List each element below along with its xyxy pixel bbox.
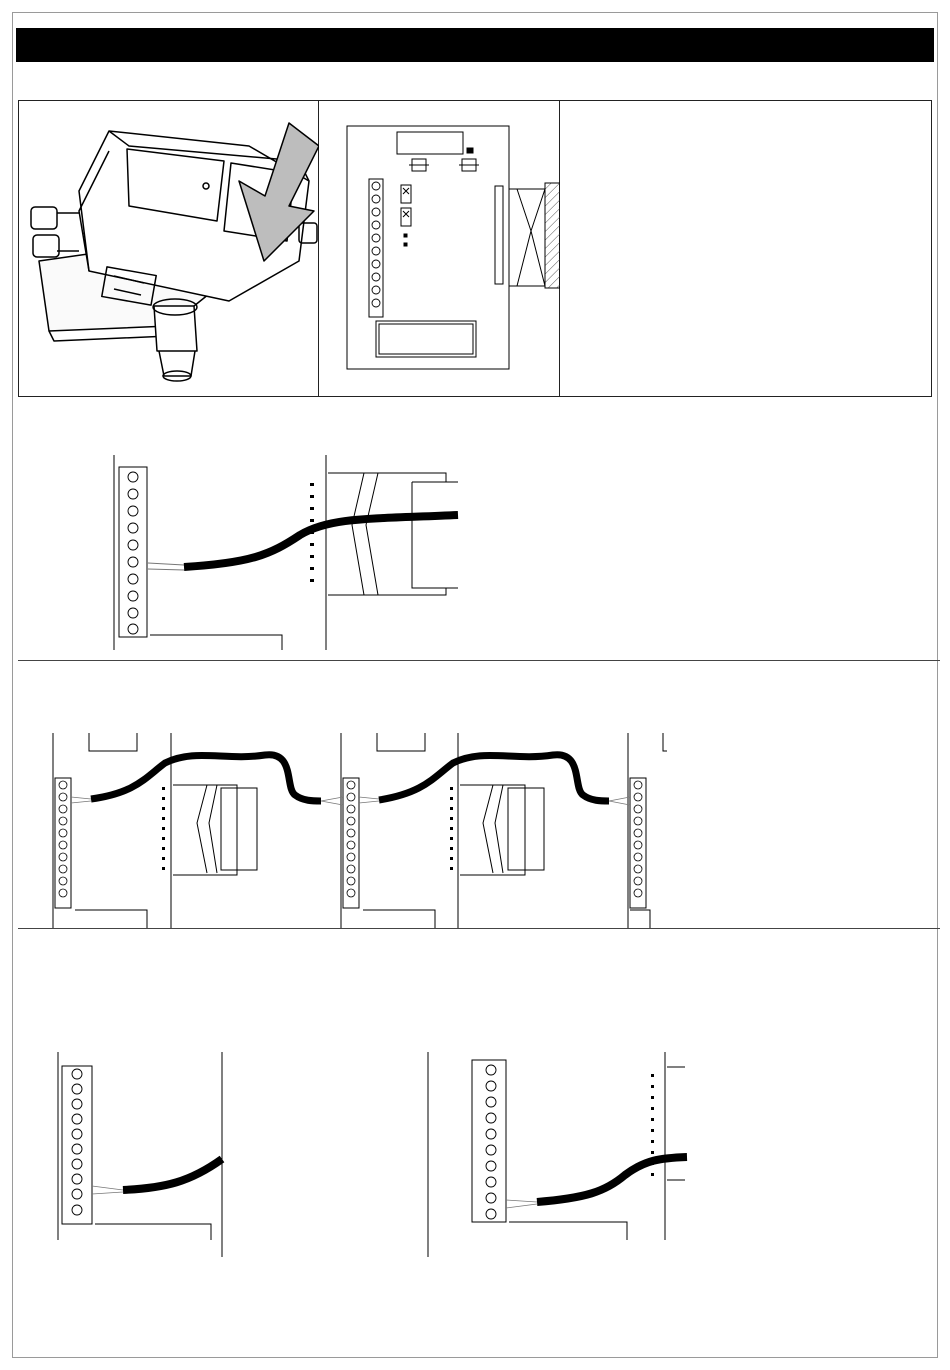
single-cable-wiring-icon	[100, 455, 470, 655]
wiring-single-figure	[100, 455, 470, 655]
device-housing-icon	[19, 101, 319, 396]
daisy-chain-wiring-icon	[45, 733, 685, 928]
wiring-end-right-figure	[425, 1052, 690, 1262]
wiring-daisy-chain-figure	[45, 733, 685, 928]
header-bar	[16, 28, 934, 62]
section-divider	[18, 660, 940, 661]
terminal-wiring-end-icon	[425, 1052, 690, 1262]
circuit-board-icon	[319, 101, 560, 396]
wiring-end-left-figure	[55, 1052, 230, 1262]
terminal-wiring-end-icon	[55, 1052, 230, 1262]
board-layout-panel	[319, 101, 560, 396]
description-panel	[560, 101, 931, 396]
device-illustration-panel	[19, 101, 319, 396]
top-figure-row	[18, 100, 932, 397]
section-divider	[18, 928, 940, 929]
